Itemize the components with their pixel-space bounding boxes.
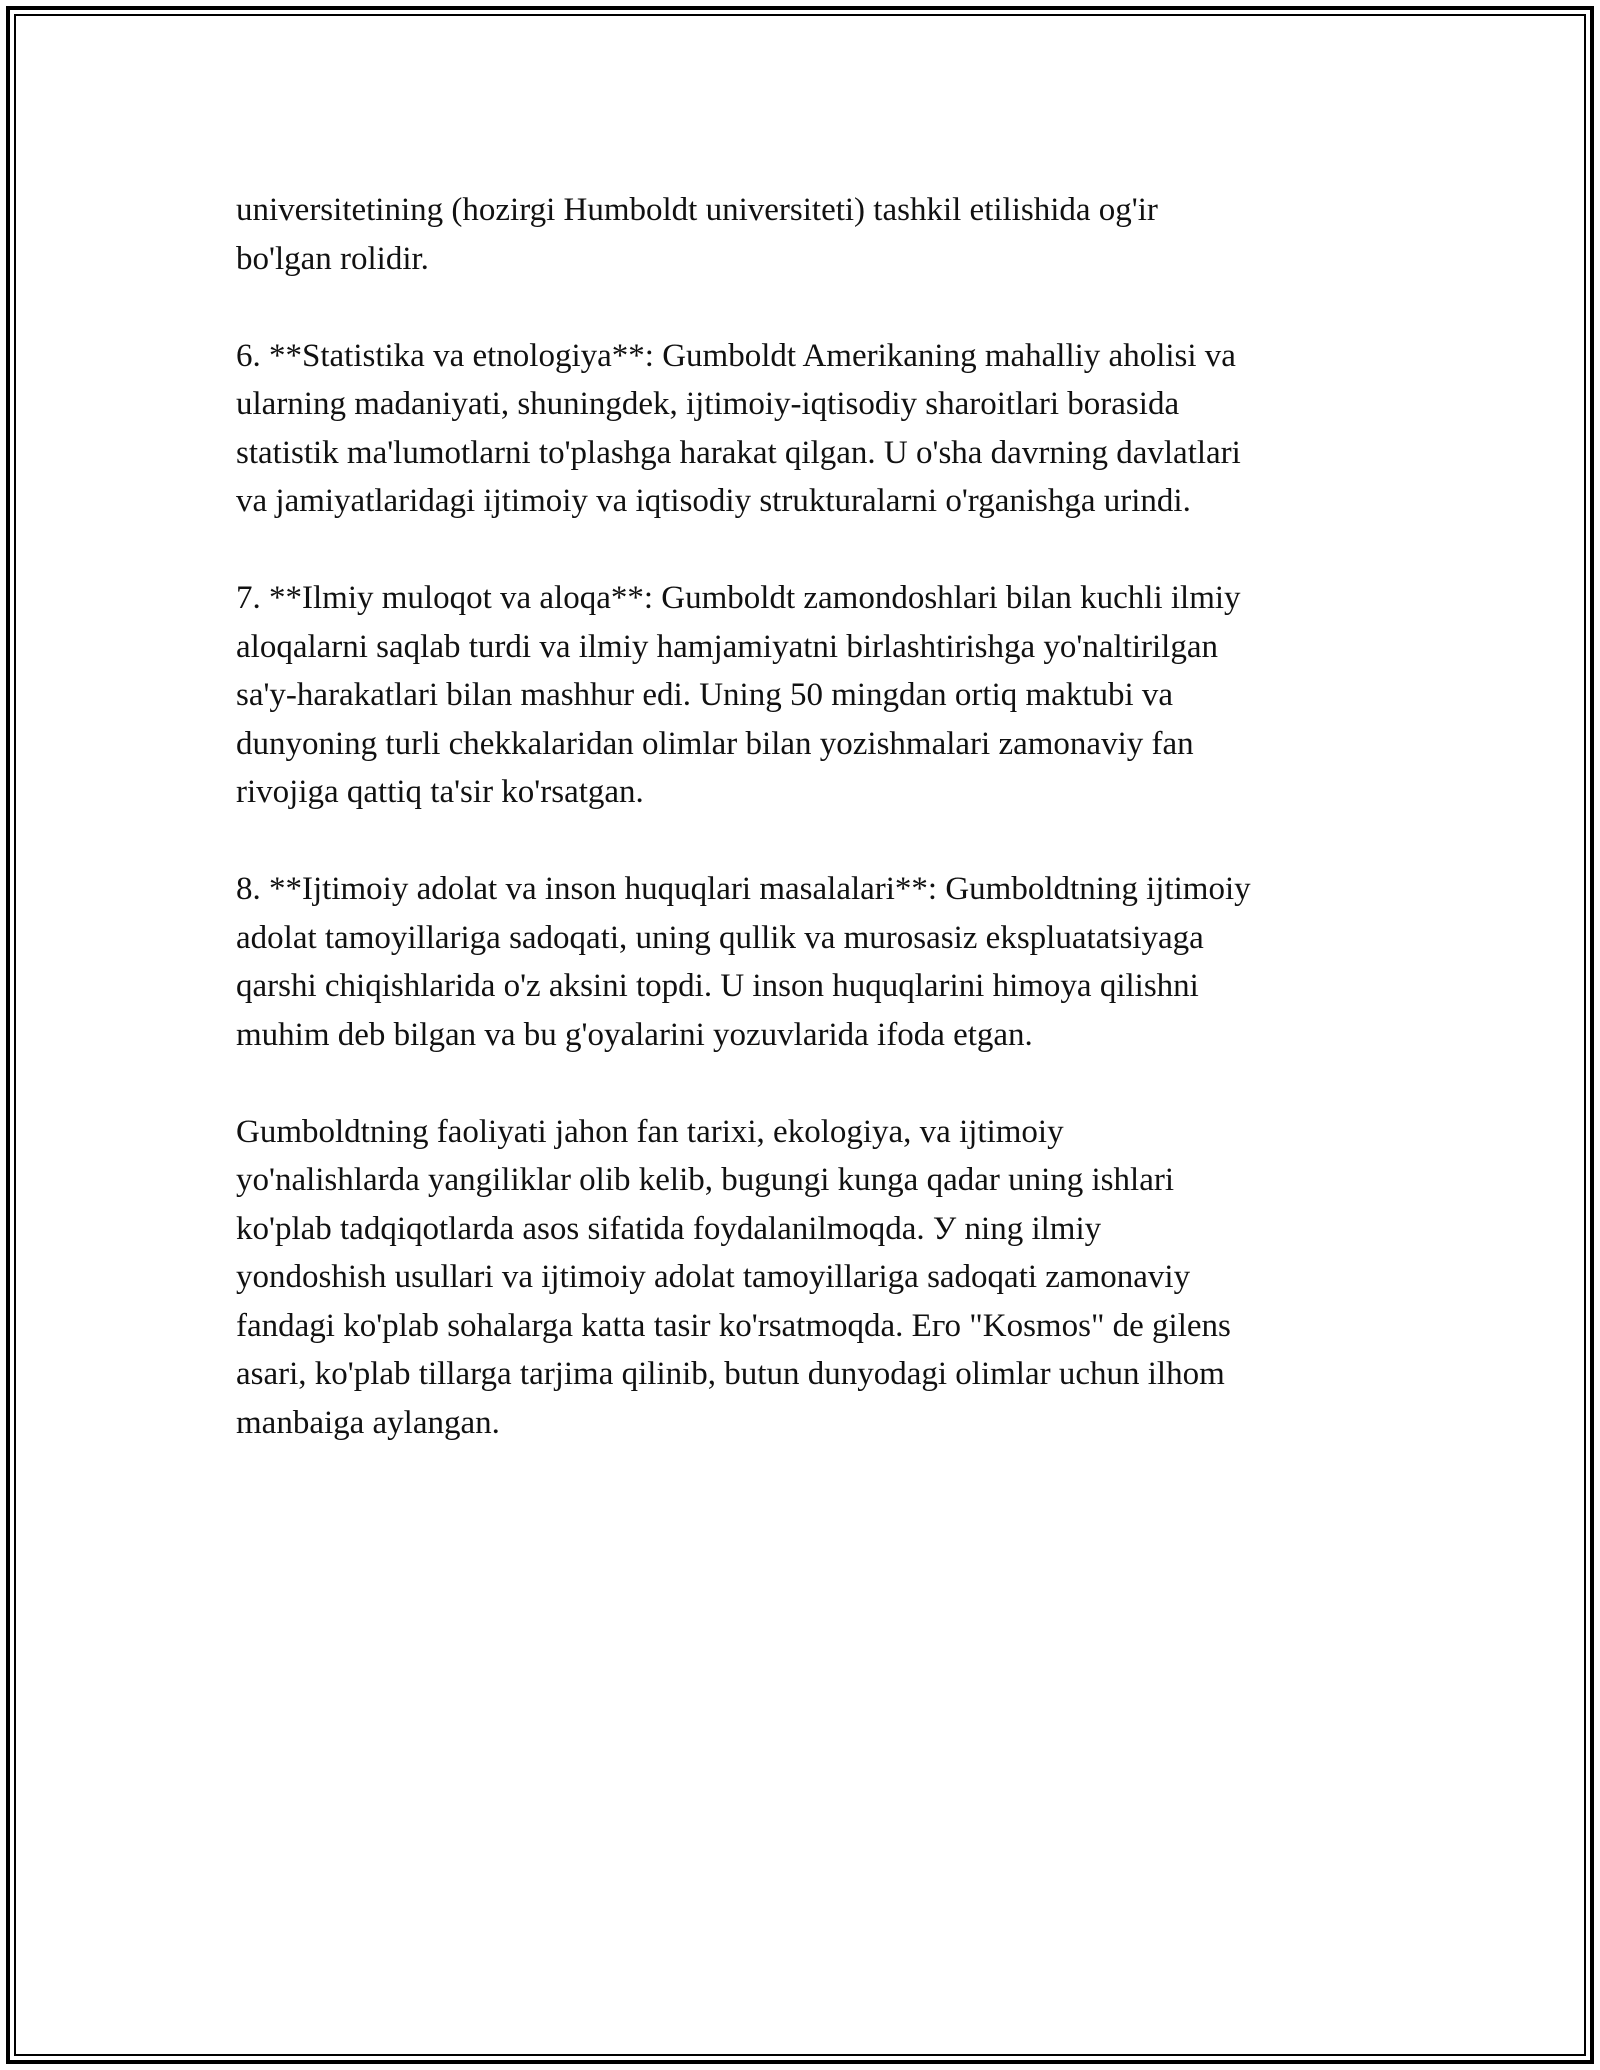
text-line: 6. **Statistika va etnologiya**: Gumboldt Amerikaning mahalliy aholisi va <box>236 337 1236 374</box>
text-line: yondoshish usullari va ijtimoiy adolat tamoyillariga sadoqati zamonaviy <box>236 1259 1191 1295</box>
text-line: fandagi ko'plab sohalarga katta tasir ko'rsatmoqda. Его "Kosmos" de gilens <box>236 1307 1231 1344</box>
paragraph-university-role <box>236 186 1416 283</box>
text-line: adolat tamoyillariga sadoqati, uning qullik va murosasiz ekspluatatsiyaga <box>236 919 1204 956</box>
text-line: qarshi chiqishlarida o'z aksini topdi. U inson huquqlarini himoya qilishni <box>236 968 1199 1004</box>
text-line: yo'nalishlarda yangiliklar olib kelib, bugungi kunga qadar uning ishlari <box>236 1162 1175 1198</box>
text-line: Gumboldtning faoliyati jahon fan tarixi, ekologiya, va ijtimoiy <box>236 1113 1064 1150</box>
paragraph-scientific-communication <box>236 574 1416 817</box>
text-line: ko'plab tadqiqotlarda asos sifatida foydalanilmoqda. У ning ilmiy <box>236 1210 1102 1247</box>
text-line: 8. **Ijtimoiy adolat va inson huquqlari masalalari**: Gumboldtning ijtimoiy <box>236 871 1251 907</box>
paragraph-social-justice <box>236 865 1416 1059</box>
text-line: ularning madaniyati, shuningdek, ijtimoiy-iqtisodiy sharoitlari borasida <box>236 386 1180 422</box>
text-line: universitetining (hozirgi Humboldt universiteti) tashkil etilishida og'ir <box>236 192 1158 228</box>
text-line: rivojiga qattiq ta'sir ko'rsatgan. <box>236 774 644 810</box>
text-line: 7. **Ilmiy muloqot va aloqa**: Gumboldt zamondoshlari bilan kuchli ilmiy <box>236 580 1241 616</box>
text-line: asari, ko'plab tillarga tarjima qilinib, butun dunyodagi olimlar uchun ilhom <box>236 1356 1225 1392</box>
text-line: statistik ma'lumotlarni to'plashga harakat qilgan. U o'sha davrning davlatlari <box>236 434 1241 471</box>
text-line: bo'lgan rolidir. <box>236 240 429 277</box>
text-line: muhim deb bilgan va bu g'oyalarini yozuvlarida ifoda etgan. <box>236 1016 1033 1053</box>
text-line: aloqalarni saqlab turdi va ilmiy hamjamiyatni birlashtirishga yo'naltirilgan <box>236 628 1218 665</box>
text-line: dunyoning turli chekkalaridan olimlar bilan yozishmalari zamonaviy fan <box>236 725 1194 762</box>
text-line: va jamiyatlaridagi ijtimoiy va iqtisodiy strukturalarni o'rganishga urindi. <box>236 483 1191 519</box>
paragraph-conclusion <box>236 1108 1416 1448</box>
text-line: manbaiga aylangan. <box>236 1404 500 1441</box>
document-body <box>236 186 1416 1496</box>
text-line: sa'y-harakatlari bilan mashhur edi. Uning 50 mingdan ortiq maktubi va <box>236 677 1174 713</box>
paragraph-statistics-ethnology <box>236 332 1416 526</box>
